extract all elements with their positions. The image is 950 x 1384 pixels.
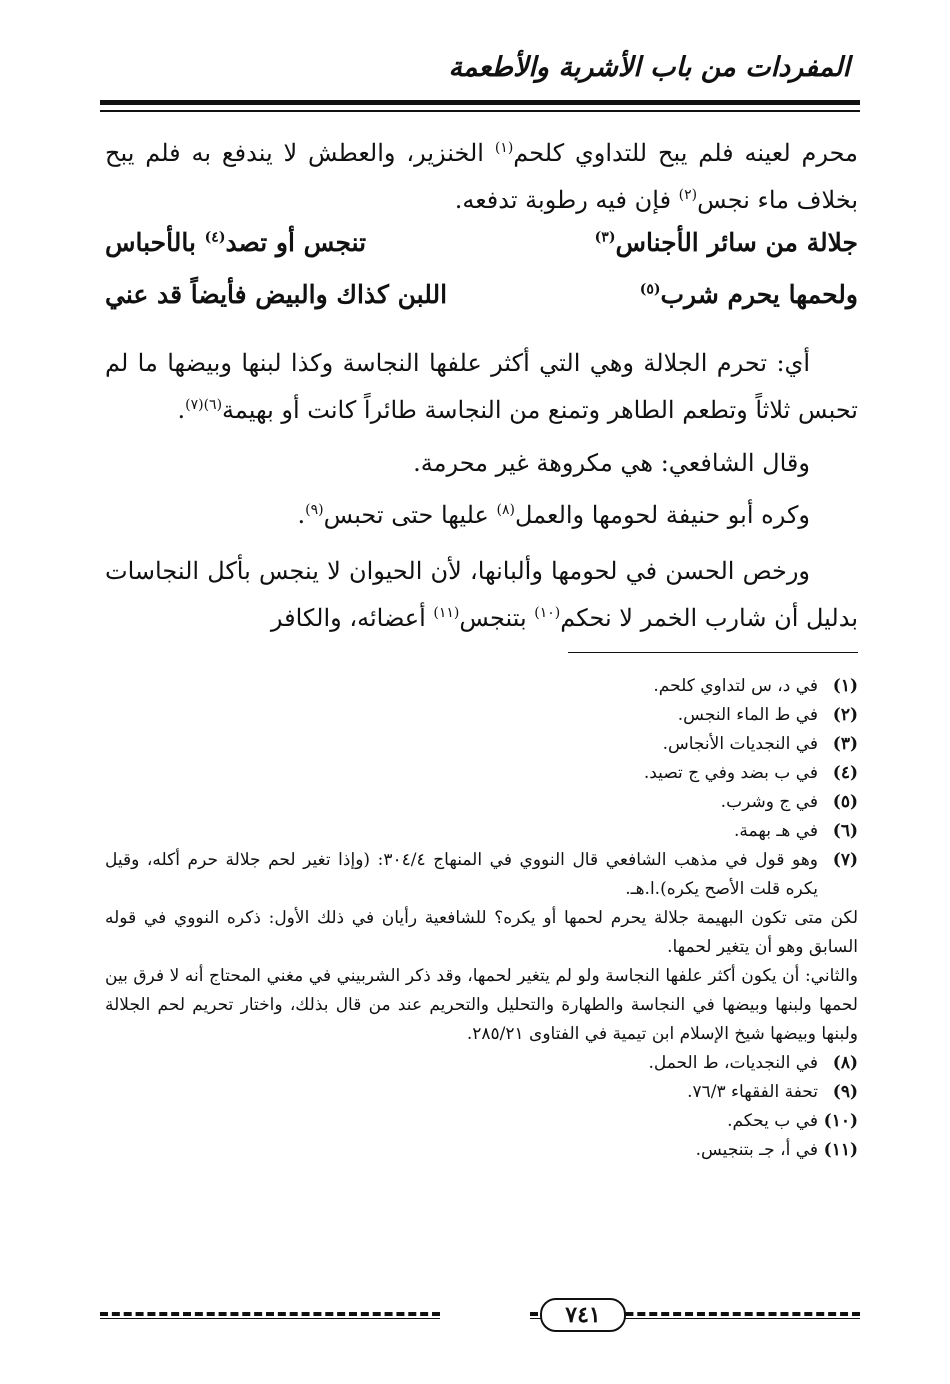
verse-line-1: [105, 228, 858, 257]
footnote-ref: (١٠): [534, 605, 561, 621]
paragraph-5: [105, 548, 858, 642]
footnote-ref: (٣): [594, 229, 616, 246]
footer-rule: [100, 1318, 440, 1319]
text: أي: تحرم الجلالة وهي التي أكثر علفها النجاسة وكذا لبنها وبيضها ما لم تحبس ثلاثاً وتطعم الطاهر وتمنع من النجاسة طائراً كانت أو بهيمة: [105, 349, 858, 424]
page-footer: [100, 1300, 860, 1330]
page-number: ٧٤١: [540, 1298, 626, 1332]
footnote-ref: (٥): [639, 281, 661, 298]
text: عليها حتى تحبس: [323, 501, 497, 529]
footnote: (١٠) في ب يحكم.: [727, 1111, 858, 1131]
paragraph-3: وقال الشافعي: هي مكروهة غير محرمة.: [413, 449, 810, 477]
text: بتنجس: [459, 604, 535, 632]
footnote-ref: (٨): [496, 502, 515, 518]
footnote-ref: (١): [494, 140, 514, 156]
footnote-ref: (٤): [204, 229, 226, 246]
footer-dashed-rule: [100, 1312, 440, 1316]
paragraph-2: [105, 340, 858, 434]
footnote: (٣) في النجديات الأنجاس.: [662, 734, 858, 754]
footnote: (٥) في ج وشرب.: [720, 792, 858, 812]
verse-hemistich-right: ولحمها يحرم شرب$^{(٥)}$: [639, 280, 858, 309]
paragraph-1: [105, 130, 858, 224]
footnote: (٧) وهو قول في مذهب الشافعي قال النووي في المنهاج ٣٠٤/٤: (وإذا تغير لحم جلالة حرم أكله، وقيل يكره قلت الأصح يكره).ا.هـ.: [105, 850, 858, 899]
text: الخنزير، والعطش لا يندفع به فلم يبح بخلاف ماء نجس: [105, 139, 858, 214]
paragraph-4: [105, 492, 858, 539]
verse-hemistich-left: اللبن كذاك والبيض فأيضاً قد عني: [105, 280, 448, 309]
footnote-ref: (٢): [678, 187, 698, 203]
header-rule-thick: [100, 100, 860, 105]
footnote-continuation: لكن متى تكون البهيمة جلالة يحرم لحمها أو يكره؟ للشافعية رأيان في ذلك الأول: ذكره النووي في قوله السابق وهو أن يتغير لحمها.: [105, 908, 858, 957]
header-rule-thin: [100, 110, 860, 112]
footnotes: [105, 672, 858, 1165]
footnote: (٢) في ط الماء النجس.: [677, 705, 858, 725]
verse-line-2: [105, 280, 858, 309]
footnote: (٩) تحفة الفقهاء ٧٦/٣.: [687, 1082, 858, 1102]
footnote: (٨) في النجديات، ط الحمل.: [648, 1053, 858, 1073]
text: أعضائه، والكافر: [270, 604, 434, 632]
footnote: (١) في د، س لتداوي كلحم.: [653, 676, 858, 696]
footnote-continuation: والثاني: أن يكون أكثر علفها النجاسة ولو لم يتغير لحمها، وقد ذكر الشربيني في مغني المحتاج أنه لا فرق بين لحمها ولبنها وبيضها في النجاسة والطهارة والتحليل والتحريم عند من قال بذلك، واختار تحريم لحم الجلالة ولبنها وبيضها شيخ الإسلام ابن تيمية في الفتاوى ٢٨٥/٢١.: [105, 966, 858, 1044]
footnote-ref: (٩): [305, 502, 324, 518]
text: ورخص الحسن في لحومها وألبانها، لأن الحيوان لا ينجس بأكل النجاسات بدليل أن شارب الخمر لا نحكم: [105, 557, 858, 632]
running-header: المفردات من باب الأشربة والأطعمة: [448, 52, 850, 83]
text: فإن فيه رطوبة تدفعه.: [454, 186, 679, 214]
footnote: (٤) في ب بضد وفي ج تصيد.: [643, 763, 858, 783]
footnote-separator: [568, 652, 858, 653]
footnote-ref: (٦)(٧): [185, 397, 223, 413]
footnote: (٦) في هـ بهمة.: [734, 821, 858, 841]
verse-hemistich-right: جلالة من سائر الأجناس$^{(٣)}$: [594, 228, 858, 257]
footnote-ref: (١١): [433, 605, 460, 621]
text: .: [177, 396, 186, 424]
text: محرم لعينه فلم يبح للتداوي كلحم: [513, 139, 858, 167]
verse-hemistich-left: تنجس أو تصد$^{(٤)}$ بالأحباس: [105, 228, 367, 257]
footnote: (١١) في أ، جـ بتنجيس.: [695, 1140, 858, 1160]
text: وكره أبو حنيفة لحومها والعمل: [514, 501, 810, 529]
text: .: [297, 501, 306, 529]
